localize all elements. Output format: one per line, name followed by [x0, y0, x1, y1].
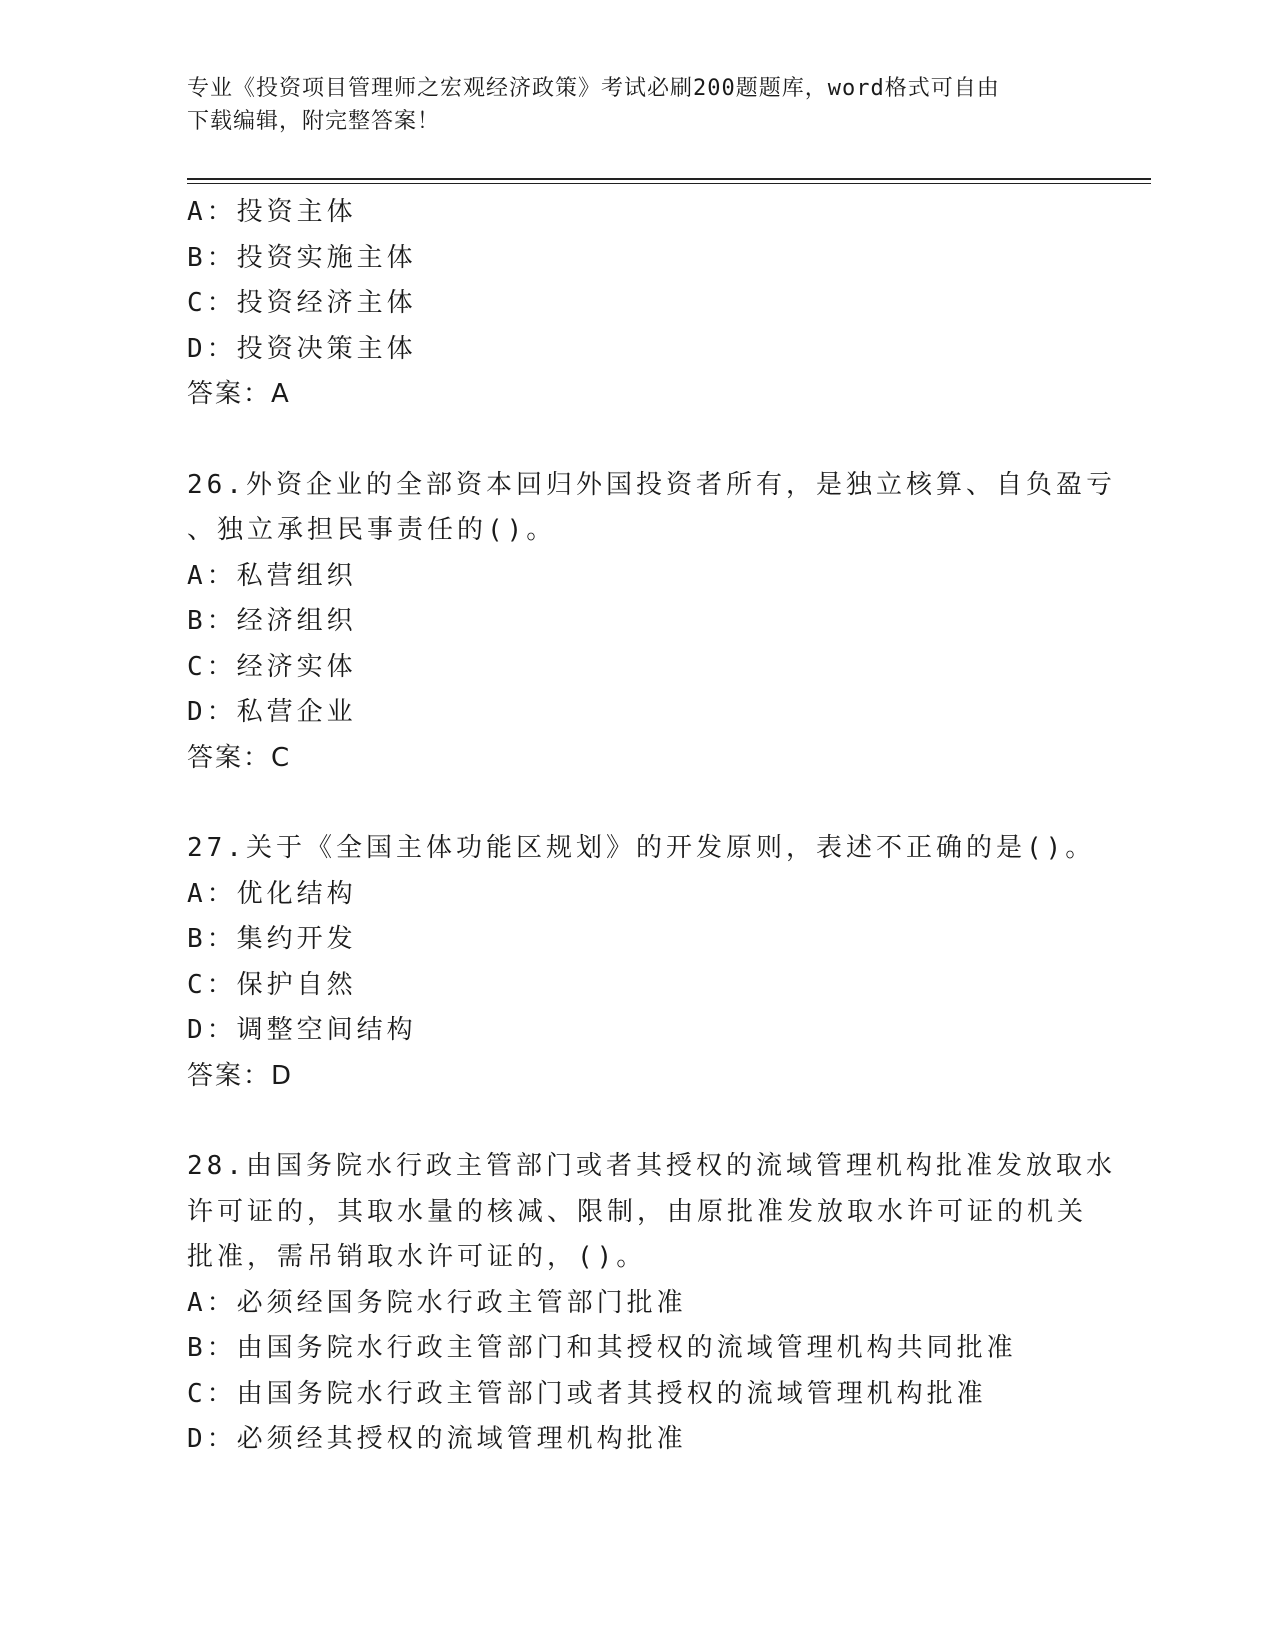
option-d: D：必须经其授权的流域管理机构批准	[187, 1424, 687, 1454]
question-26	[187, 463, 1116, 782]
answer-line: 答案：D	[187, 1060, 294, 1091]
option-c: C：投资经济主体	[187, 288, 417, 318]
question-25	[187, 190, 1087, 418]
answer-line: 答案：C	[187, 742, 292, 773]
option-b: B：投资实施主体	[187, 242, 417, 273]
header-line-2: 下载编辑，附完整答案！	[187, 109, 441, 134]
option-a: A：优化结构	[187, 878, 357, 909]
option-a: A：私营组织	[187, 560, 357, 591]
question-content	[187, 190, 1116, 1463]
option-b: B：由国务院水行政主管部门和其授权的流域管理机构共同批准	[187, 1333, 1017, 1363]
question-stem-line-3: 批准，需吊销取水许可证的，()。	[187, 1242, 647, 1272]
option-b: B：经济组织	[187, 606, 357, 636]
header-rule-thick	[187, 178, 1151, 180]
answer-line: 答案：A	[187, 379, 291, 409]
header-rule-thin	[187, 183, 1151, 184]
question-stem-line-1: 26.外资企业的全部资本回归外国投资者所有，是独立核算、自负盈亏	[187, 469, 1116, 500]
option-b: B：集约开发	[187, 924, 357, 954]
question-28	[187, 1144, 1116, 1463]
question-stem-line-2: 许可证的，其取水量的核减、限制，由原批准发放取水许可证的机关	[187, 1196, 1088, 1227]
question-stem-line-2: 、独立承担民事责任的()。	[187, 515, 557, 545]
option-c: C：由国务院水行政主管部门或者其授权的流域管理机构批准	[187, 1378, 987, 1409]
option-d: D：私营企业	[187, 697, 357, 727]
question-stem-line-1: 28.由国务院水行政主管部门或者其授权的流域管理机构批准发放取水	[187, 1151, 1116, 1181]
page-header	[187, 72, 1067, 138]
option-c: C：经济实体	[187, 651, 357, 682]
option-a: A：必须经国务院水行政主管部门批准	[187, 1287, 687, 1318]
option-c: C：保护自然	[187, 969, 357, 1000]
header-line-1: 专业《投资项目管理师之宏观经济政策》考试必刷200题题库，word格式可自由	[187, 76, 1000, 101]
option-d: D：投资决策主体	[187, 333, 417, 364]
question-stem-line-1: 27.关于《全国主体功能区规划》的开发原则，表述不正确的是()。	[187, 833, 1096, 863]
question-27	[187, 826, 1096, 1099]
option-a: A：投资主体	[187, 197, 357, 227]
option-d: D：调整空间结构	[187, 1015, 417, 1045]
